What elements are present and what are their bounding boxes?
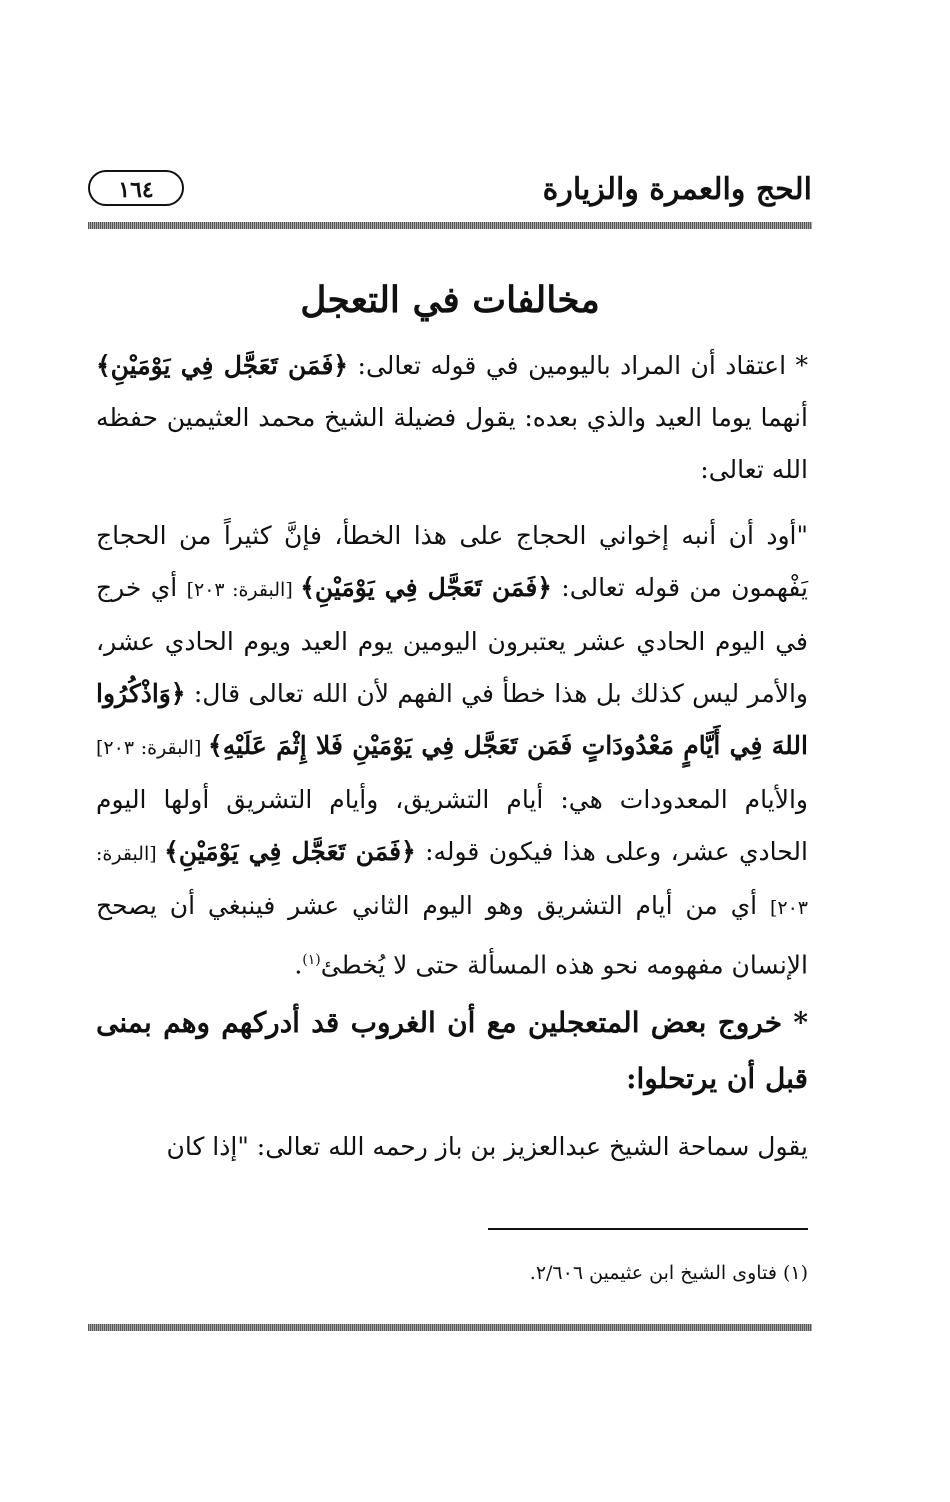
paragraph-1 xyxy=(96,340,808,496)
footnote: (١) فتاوى الشيخ ابن عثيمين ٢/٦٠٦. xyxy=(529,1262,808,1284)
footer-rule xyxy=(88,1324,812,1331)
body-text xyxy=(96,340,808,1173)
paragraph-2-part-2: أي خرج في اليوم الحادي عشر يعتبرون اليومين يوم العيد ويوم الحادي عشر، والأمر ليس كذلك بل هذا خطأ في الفهم لأن الله تعالى قال: xyxy=(96,573,808,708)
quran-quote: ﴿فَمَن تَعَجَّل فِي يَوْمَيْنِ﴾ xyxy=(96,351,349,380)
paragraph-1-intro: * اعتقاد أن المراد باليومين في قوله تعالى: xyxy=(348,351,808,380)
paragraph-2-part-4: أي من أيام التشريق وهو اليوم الثاني عشر فينبغي أن يصحح الإنسان مفهومه نحو هذه المسألة حتى لا يُخطئ xyxy=(96,891,808,980)
verse-reference: [البقرة: ٢٠٣] xyxy=(186,579,301,601)
paragraph-2 xyxy=(96,510,808,991)
footnote-marker: (١) xyxy=(302,952,321,968)
page-header xyxy=(88,168,812,218)
section-title: مخالفات في التعجل xyxy=(300,279,600,321)
quran-quote: ﴿فَمَن تَعَجَّل فِي يَوْمَيْنِ﴾ xyxy=(300,573,552,602)
paragraph-2-part-3: والأيام المعدودات هي: أيام التشريق، وأيام التشريق أولها اليوم الحادي عشر، وعلى هذا فيكون قوله: xyxy=(96,785,808,866)
paragraph-2-end: . xyxy=(294,950,303,980)
paragraph-2-part-1: "أود أن أنبه إخواني الحجاج على هذا الخطأ، فإنَّ كثيراً من الحجاج يَفْهمون من قوله تعالى: xyxy=(96,521,809,602)
footnote-divider xyxy=(488,1228,808,1230)
verse-reference: [البقرة: ٢٠٣] xyxy=(96,737,209,759)
paragraph-3: يقول سماحة الشيخ عبدالعزيز بن باز رحمه الله تعالى: "إذا كان xyxy=(166,1132,808,1162)
running-title: الحج والعمرة والزيارة xyxy=(542,172,812,207)
quran-quote: ﴿فَمَن تَعَجَّل فِي يَوْمَيْنِ﴾ xyxy=(164,837,416,866)
verse-reference: [البقرة: ٢٠٣] xyxy=(96,843,808,919)
header-rule xyxy=(88,222,812,229)
paragraph-1-rest: أنهما يوما العيد والذي بعده: يقول فضيلة الشيخ محمد العثيمين حفظه الله تعالى: xyxy=(96,403,808,484)
subheading: * خروج بعض المتعجلين مع أن الغروب قد أدركهم وهم بمنى قبل أن يرتحلوا: xyxy=(96,1006,808,1096)
quran-quote: ﴿وَاذْكُرُوا اللهَ فِي أَيَّامٍ مَعْدُودَاتٍ فَمَن تَعَجَّل فِي يَوْمَيْنِ فَلا إِثْمَ عَلَيْهِ﴾ xyxy=(96,679,808,760)
page-number: ١٦٤ xyxy=(88,170,184,206)
